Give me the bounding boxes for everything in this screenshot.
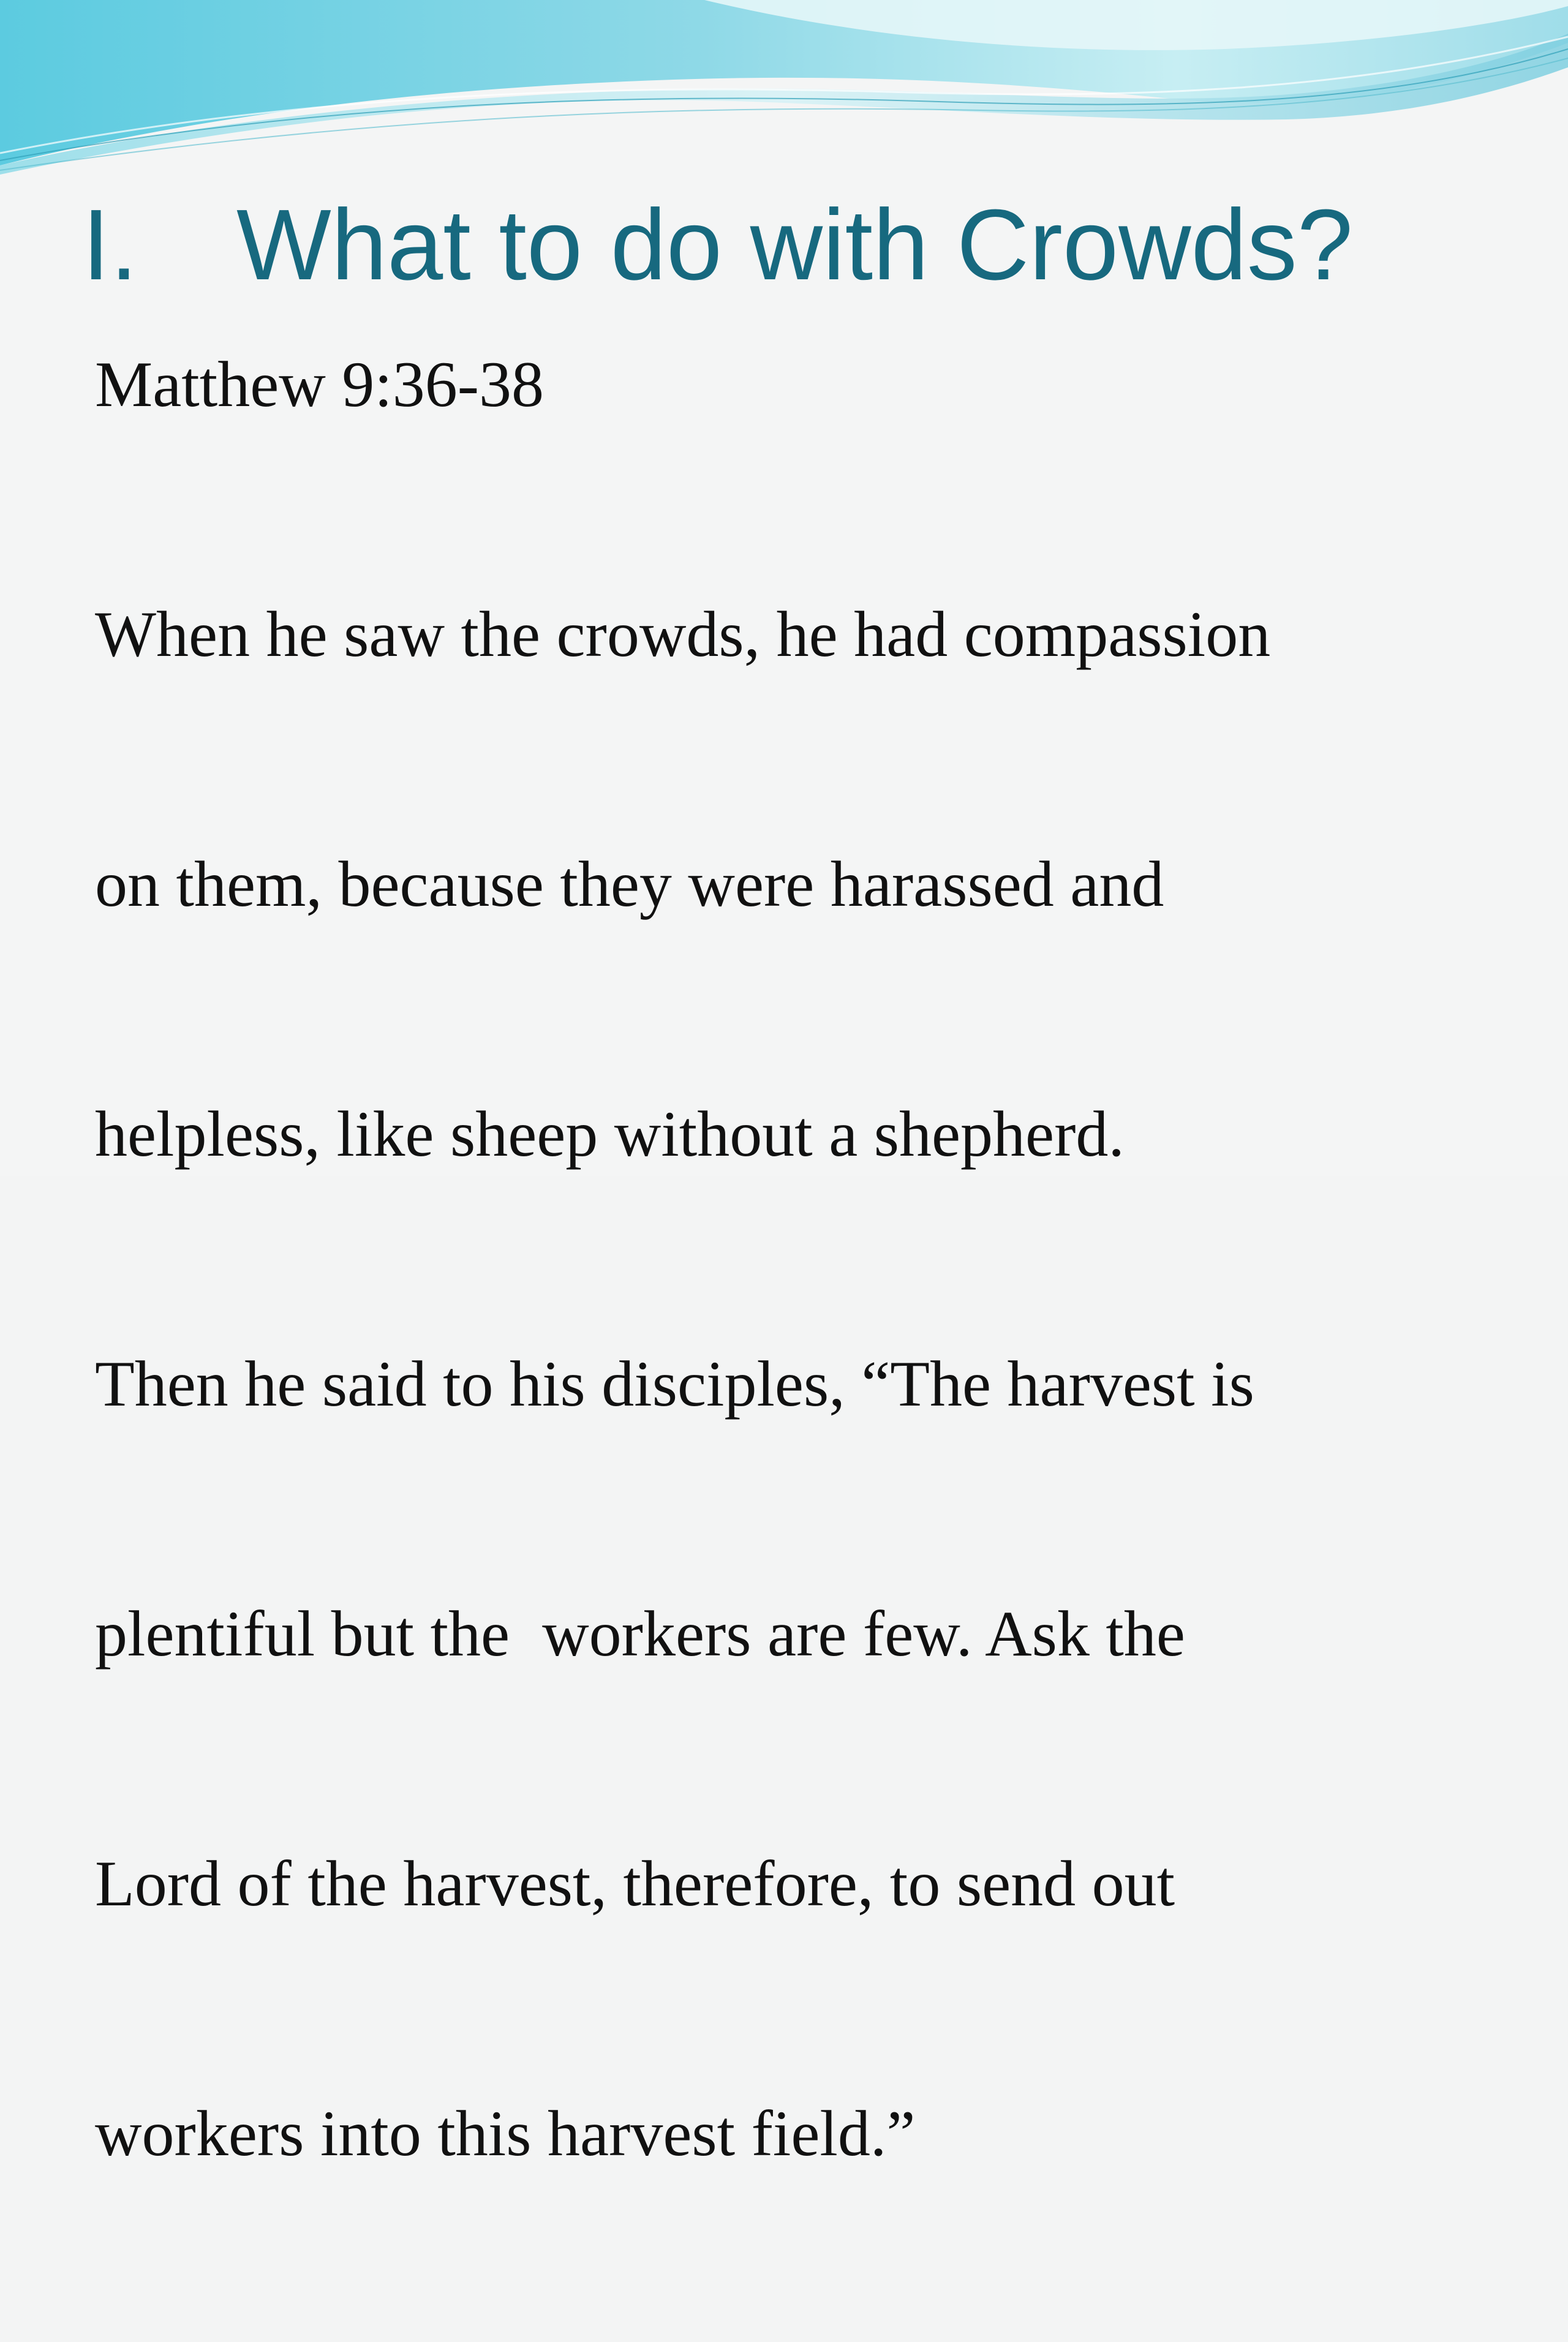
verse-line: Lord of the harvest, therefore, to send out bbox=[95, 1848, 1175, 1919]
verse-line: When he saw the crowds, he had compassion bbox=[95, 598, 1271, 670]
scripture-verse bbox=[95, 426, 1504, 2342]
verse-line: on them, because they were harassed and bbox=[95, 848, 1164, 920]
verse-line: plentiful but the workers are few. Ask the bbox=[95, 1598, 1185, 1670]
slide-title bbox=[82, 189, 1353, 301]
title-text: What to do with Crowds? bbox=[236, 189, 1353, 301]
verse-line: workers into this harvest field.” bbox=[95, 2098, 916, 2169]
verse-line: helpless, like sheep without a shepherd. bbox=[95, 1098, 1125, 1170]
slide-body bbox=[95, 343, 1504, 2342]
scripture-reference: Matthew 9:36-38 bbox=[95, 348, 545, 420]
verse-line: Then he said to his disciples, “The harvest is bbox=[95, 1348, 1254, 1420]
title-number: I. bbox=[82, 189, 138, 301]
header-wave-decoration bbox=[0, 0, 1568, 184]
